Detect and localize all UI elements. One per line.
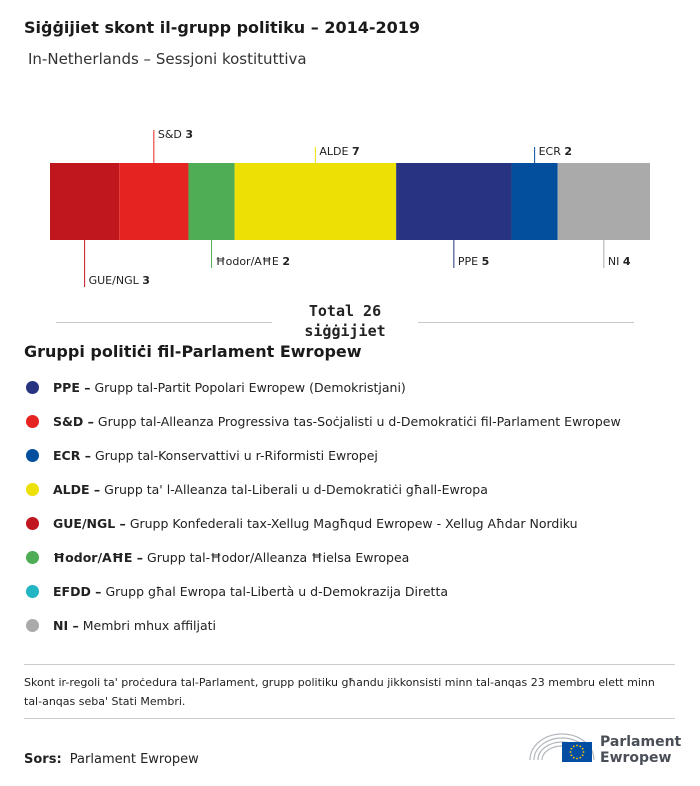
bar-label-ecr: ECR 2 bbox=[538, 145, 573, 158]
legend-title: Gruppi politiċi fil-Parlament Ewropew bbox=[24, 342, 362, 361]
legend-dot-icon bbox=[26, 517, 39, 530]
legend-dot-icon bbox=[26, 483, 39, 496]
european-parliament-logo bbox=[528, 728, 682, 772]
total-rule-left bbox=[56, 322, 272, 323]
legend-item bbox=[26, 370, 621, 404]
legend-description: Grupp tal-Ħodor/Alleanza Ħielsa Ewropea bbox=[147, 549, 410, 565]
legend-code: EFDD – bbox=[53, 583, 102, 599]
seats-bar-chart bbox=[0, 115, 700, 295]
bar-label-ppe: PPE 5 bbox=[457, 255, 490, 268]
legend-item bbox=[26, 438, 621, 472]
chart-subtitle: In-Netherlands – Sessjoni kostituttiva bbox=[28, 50, 307, 68]
total-rule-right bbox=[418, 322, 634, 323]
legend-dot-icon bbox=[26, 585, 39, 598]
footnote-divider-bottom bbox=[24, 718, 675, 719]
bar-segment-gue-ngl bbox=[50, 163, 119, 240]
bar-segment-s-d bbox=[119, 163, 188, 240]
legend-description: Grupp ta' l-Alleanza tal-Liberali u d-Demokratiċi għall-Ewropa bbox=[104, 481, 488, 497]
legend-code: Ħodor/AĦE – bbox=[53, 549, 144, 565]
legend-code: S&D – bbox=[53, 413, 94, 429]
chart-title: Siġġijiet skont il-grupp politiku – 2014-2019 bbox=[24, 18, 421, 37]
legend-description: Grupp għal Ewropa tal-Libertà u d-Demokrazija Diretta bbox=[105, 583, 449, 599]
bar-segment-ppe bbox=[396, 163, 511, 240]
legend-item bbox=[26, 472, 621, 506]
legend-description: Grupp Konfederali tax-Xellug Magħqud Ewropew - Xellug Aħdar Nordiku bbox=[129, 515, 578, 531]
total-seats-label: Total 26 siġġijiet bbox=[304, 302, 386, 340]
legend-item bbox=[26, 608, 621, 642]
bar-label-ni: NI 4 bbox=[607, 255, 631, 268]
legend-code: ECR – bbox=[53, 447, 91, 463]
legend-list bbox=[26, 370, 621, 642]
legend-description: Grupp tal-Alleanza Progressiva tas-Soċjalisti u d-Demokratiċi fil-Parlament Ewropew bbox=[97, 413, 621, 429]
legend-description: Membri mhux affiljati bbox=[82, 617, 217, 633]
legend-description: Grupp tal-Partit Popolari Ewropew (Demokristjani) bbox=[94, 379, 406, 395]
logo-line-1: Parlament bbox=[600, 734, 682, 750]
parliament-hemicycle-icon bbox=[528, 728, 596, 768]
legend-code: NI – bbox=[53, 617, 79, 633]
legend-dot-icon bbox=[26, 449, 39, 462]
bar-label--odor-a-e: Ħodor/AĦE 2 bbox=[215, 255, 290, 268]
logo-text bbox=[600, 734, 681, 766]
footnote: Skont ir-regoli ta' proċedura tal-Parlament, grupp politiku għandu jikkonsisti minn tal-anqas 23 membru elett minn tal-anqas seba' Stati Membri. bbox=[24, 676, 655, 708]
footnote-divider-top bbox=[24, 664, 675, 665]
legend-dot-icon bbox=[26, 619, 39, 632]
legend-dot-icon bbox=[26, 381, 39, 394]
legend-item bbox=[26, 574, 621, 608]
legend-code: GUE/NGL – bbox=[53, 515, 126, 531]
bar-label-alde: ALDE 7 bbox=[319, 145, 360, 158]
bar-label-s-d: S&D 3 bbox=[157, 128, 194, 141]
legend-item bbox=[26, 506, 621, 540]
legend-code: PPE – bbox=[53, 379, 91, 395]
legend-code: ALDE – bbox=[53, 481, 101, 497]
bar-segment--odor-a-e bbox=[188, 163, 234, 240]
legend-item bbox=[26, 404, 621, 438]
bar-label-gue-ngl: GUE/NGL 3 bbox=[88, 274, 150, 287]
logo-line-2: Ewropew bbox=[600, 750, 672, 766]
bar-segment-ecr bbox=[512, 163, 558, 240]
legend-item bbox=[26, 540, 621, 574]
legend-dot-icon bbox=[26, 415, 39, 428]
bar-segment-ni bbox=[558, 163, 650, 240]
legend-description: Grupp tal-Konservattivi u r-Riformisti Ewropej bbox=[94, 447, 378, 463]
source-line bbox=[24, 752, 199, 767]
source-value: Parlament Ewropew bbox=[69, 752, 199, 767]
legend-dot-icon bbox=[26, 551, 39, 564]
bar-segment-alde bbox=[235, 163, 397, 240]
source-label: Sors: bbox=[24, 752, 62, 767]
